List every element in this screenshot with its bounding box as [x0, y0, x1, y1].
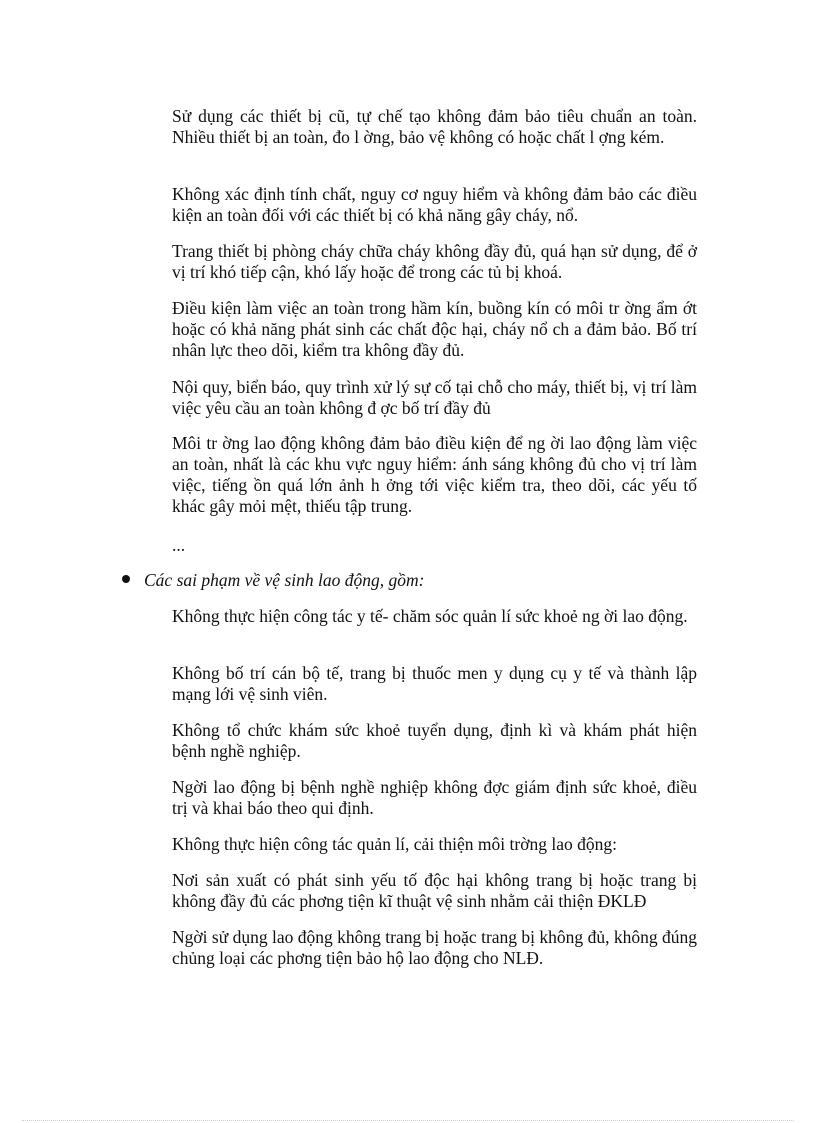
paragraph-medical-staff: Không bố trí cán bộ tế, trang bị thuốc men y dụng cụ y tế và thành lập mạng lới vệ sinh viên. — [172, 663, 697, 704]
page-bottom-divider — [22, 1120, 794, 1121]
paragraph-occupational-disease: Ngời lao động bị bệnh nghề nghiệp không đợc giám định sức khoẻ, điều trị và khai báo theo qui định. — [172, 777, 697, 818]
paragraph-confined-space: Điều kiện làm việc an toàn trong hầm kín, buồng kín có môi tr ờng ẩm ớt hoặc có khả năng phát sinh các chất độc hại, cháy nổ ch a đảm bảo. Bố trí nhân lực theo dõi, kiểm tra không đầy đủ. — [172, 298, 697, 360]
paragraph-environment-management: Không thực hiện công tác quản lí, cải thiện môi trờng lao động: — [172, 834, 617, 854]
paragraph-fire-hazard: Không xác định tính chất, nguy cơ nguy hiểm và không đảm bảo các điều kiện an toàn đối với các thiết bị có khả năng gây cháy, nổ. — [172, 184, 697, 225]
section-heading-text: Các sai phạm về vệ sinh lao động, gồm: — [144, 570, 425, 590]
bullet-icon — [122, 575, 130, 583]
paragraph-signage: Nội quy, biển báo, quy trình xử lý sự cố tại chỗ cho máy, thiết bị, vị trí làm việc yêu cầu an toàn không đ ợc bố trí đầy đủ — [172, 377, 697, 418]
paragraph-health-care: Không thực hiện công tác y tế- chăm sóc quản lí sức khoẻ ng ời lao động. — [172, 606, 688, 626]
paragraph-protective-equipment: Ngời sử dụng lao động không trang bị hoặc trang bị không đủ, không đúng chủng loại các phơng tiện bảo hộ lao động cho NLĐ. — [172, 927, 697, 968]
paragraph-old-equipment: Sử dụng các thiết bị cũ, tự chế tạo không đảm bảo tiêu chuẩn an toàn. Nhiều thiết bị an toàn, đo l ờng, bảo vệ không có hoặc chất l ợng kém. — [172, 106, 697, 147]
paragraph-ellipsis: ... — [172, 535, 186, 555]
section-heading — [118, 570, 718, 594]
paragraph-sanitation-equipment: Nơi sản xuất có phát sinh yếu tố độc hại không trang bị hoặc trang bị không đầy đủ các phơng tiện kĩ thuật vệ sinh nhằm cải thiện ĐKLĐ — [172, 870, 697, 911]
paragraph-health-checkup: Không tổ chức khám sức khoẻ tuyển dụng, định kì và khám phát hiện bệnh nghề nghiệp. — [172, 720, 697, 761]
paragraph-work-environment: Môi tr ờng lao động không đảm bảo điều kiện để ng ời lao động làm việc an toàn, nhất là các khu vực nguy hiểm: ánh sáng không đủ cho vị trí làm việc, tiếng ồn quá lớn ảnh h ởng tới việc kiểm tra, theo dõi, các yếu tố khác gây mỏi mệt, thiếu tập trung. — [172, 433, 697, 516]
paragraph-fire-equipment: Trang thiết bị phòng cháy chữa cháy không đầy đủ, quá hạn sử dụng, để ở vị trí khó tiếp cận, khó lấy hoặc để trong các tủ bị khoá. — [172, 241, 697, 282]
